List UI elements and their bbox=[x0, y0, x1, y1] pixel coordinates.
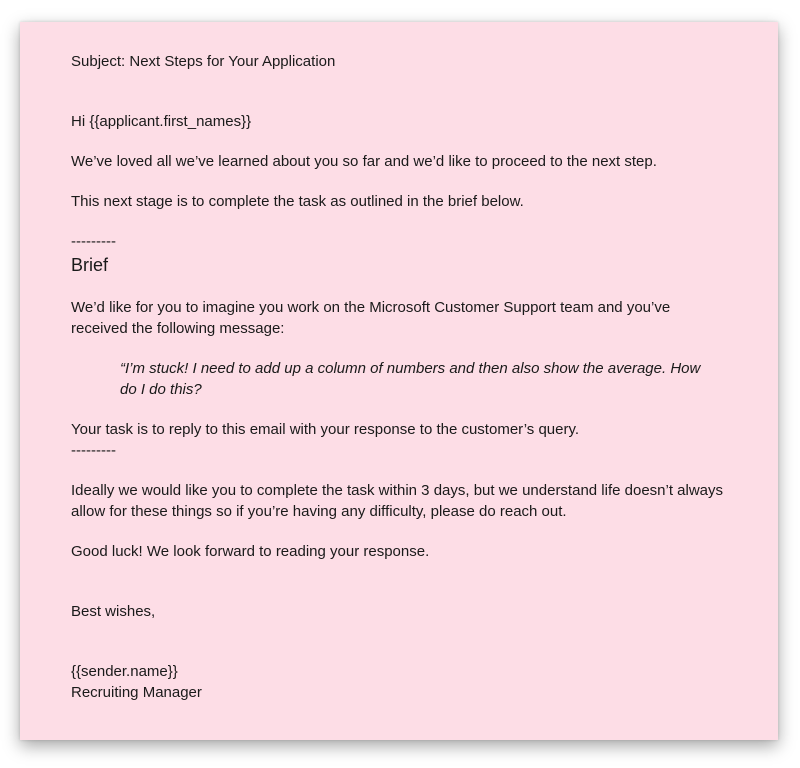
good-luck-text: Good luck! We look forward to reading your response. bbox=[71, 543, 430, 560]
spacer bbox=[71, 339, 727, 358]
signoff: Best wishes, bbox=[71, 603, 156, 620]
email-template-document bbox=[20, 22, 778, 740]
spacer bbox=[71, 622, 727, 661]
spacer bbox=[71, 522, 727, 541]
spacer bbox=[71, 132, 727, 151]
email-greeting: Hi {{applicant.first_names}} bbox=[71, 113, 252, 130]
customer-quote: “I’m stuck! I need to add up a column of numbers and then also show the average. How do I do this? bbox=[120, 360, 701, 398]
spacer bbox=[71, 461, 727, 480]
spacer bbox=[71, 212, 727, 231]
task-text: Your task is to reply to this email with your response to the customer’s query. bbox=[71, 421, 580, 438]
spacer bbox=[71, 562, 727, 601]
sender-name: {{sender.name}} bbox=[71, 663, 178, 680]
spacer bbox=[71, 172, 727, 191]
email-next-stage: This next stage is to complete the task as outlined in the brief below. bbox=[71, 193, 524, 210]
timeline-text: Ideally we would like you to complete the task within 3 days, but we understand life doesn’t always allow for these things so if you’re having any difficulty, please do reach out. bbox=[71, 482, 724, 520]
sender-title: Recruiting Manager bbox=[71, 684, 202, 701]
email-subject: Subject: Next Steps for Your Application bbox=[71, 53, 336, 70]
brief-heading: Brief bbox=[71, 255, 109, 275]
spacer bbox=[71, 278, 727, 297]
spacer bbox=[71, 400, 727, 419]
email-intro: We’ve loved all we’ve learned about you so far and we’d like to proceed to the next step. bbox=[71, 153, 657, 170]
brief-divider-bottom: --------- bbox=[71, 442, 116, 459]
brief-text: We’d like for you to imagine you work on the Microsoft Customer Support team and you’ve received the following message: bbox=[71, 299, 671, 337]
brief-divider-top: --------- bbox=[71, 233, 116, 250]
spacer bbox=[71, 72, 727, 111]
